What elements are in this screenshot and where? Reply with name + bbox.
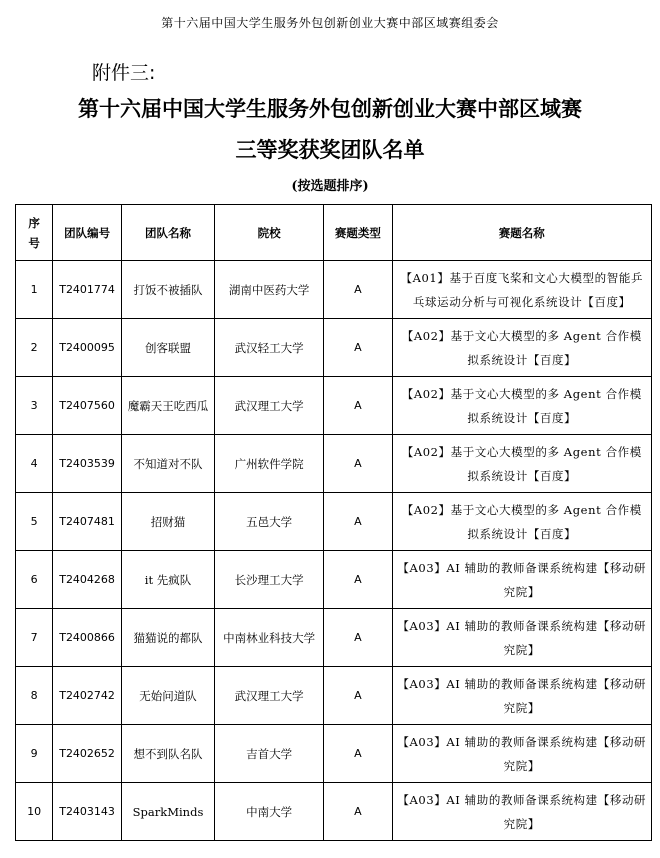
cell-no: 3 xyxy=(16,377,53,435)
cell-topic: 【A03】AI 辅助的教师备课系统构建【移动研究院】 xyxy=(392,551,651,609)
table-row xyxy=(16,609,652,667)
cell-team-id: T2407481 xyxy=(53,493,121,551)
org-header-line: 第十六届中国大学生服务外包创新创业大赛中部区域赛组委会 xyxy=(161,16,499,30)
cell-type: A xyxy=(324,725,392,783)
col-header-no-line1: 序 xyxy=(28,215,40,230)
cell-no: 8 xyxy=(16,667,53,725)
cell-school: 中南林业科技大学 xyxy=(215,609,324,667)
col-header-no-line2: 号 xyxy=(28,235,40,250)
cell-school: 武汉理工大学 xyxy=(215,667,324,725)
cell-type: A xyxy=(324,609,392,667)
cell-team-id: T2407560 xyxy=(53,377,121,435)
cell-topic: 【A02】基于文心大模型的多 Agent 合作模拟系统设计【百度】 xyxy=(392,319,651,377)
table-row xyxy=(16,725,652,783)
cell-topic: 【A02】基于文心大模型的多 Agent 合作模拟系统设计【百度】 xyxy=(392,377,651,435)
cell-no: 5 xyxy=(16,493,53,551)
cell-team-name: 不知道对不队 xyxy=(121,435,214,493)
cell-team-name: 招财猫 xyxy=(121,493,214,551)
cell-team-id: T2400866 xyxy=(53,609,121,667)
cell-school: 吉首大学 xyxy=(215,725,324,783)
sort-note: (按选题排序) xyxy=(291,179,369,194)
cell-team-name: 打饭不被插队 xyxy=(121,261,214,319)
cell-topic: 【A02】基于文心大模型的多 Agent 合作模拟系统设计【百度】 xyxy=(392,435,651,493)
col-header-topic: 赛题名称 xyxy=(392,205,651,261)
cell-type: A xyxy=(324,261,392,319)
cell-school: 武汉轻工大学 xyxy=(215,319,324,377)
cell-team-id: T2400095 xyxy=(53,319,121,377)
table-row xyxy=(16,319,652,377)
cell-school: 中南大学 xyxy=(215,783,324,841)
cell-type: A xyxy=(324,377,392,435)
cell-topic: 【A03】AI 辅助的教师备课系统构建【移动研究院】 xyxy=(392,783,651,841)
cell-no: 7 xyxy=(16,609,53,667)
cell-team-id: T2402652 xyxy=(53,725,121,783)
col-header-school: 院校 xyxy=(215,205,324,261)
table-header-row xyxy=(16,205,652,261)
table-row xyxy=(16,377,652,435)
col-header-type: 赛题类型 xyxy=(324,205,392,261)
cell-team-id: T2401774 xyxy=(53,261,121,319)
cell-topic: 【A03】AI 辅助的教师备课系统构建【移动研究院】 xyxy=(392,725,651,783)
table-row xyxy=(16,493,652,551)
cell-team-name: it 先疯队 xyxy=(121,551,214,609)
cell-topic: 【A01】基于百度飞桨和文心大模型的智能乒乓球运动分析与可视化系统设计【百度】 xyxy=(392,261,651,319)
cell-team-id: T2403539 xyxy=(53,435,121,493)
cell-no: 1 xyxy=(16,261,53,319)
table-row xyxy=(16,551,652,609)
cell-topic: 【A02】基于文心大模型的多 Agent 合作模拟系统设计【百度】 xyxy=(392,493,651,551)
cell-school: 湖南中医药大学 xyxy=(215,261,324,319)
cell-team-name: 无始问道队 xyxy=(121,667,214,725)
cell-team-name: 想不到队名队 xyxy=(121,725,214,783)
col-header-no xyxy=(16,205,53,261)
cell-team-id: T2402742 xyxy=(53,667,121,725)
cell-type: A xyxy=(324,667,392,725)
cell-school: 长沙理工大学 xyxy=(215,551,324,609)
cell-no: 9 xyxy=(16,725,53,783)
award-table xyxy=(15,204,652,841)
cell-team-name: SparkMinds xyxy=(121,783,214,841)
cell-team-id: T2404268 xyxy=(53,551,121,609)
cell-team-name: 创客联盟 xyxy=(121,319,214,377)
table-row xyxy=(16,435,652,493)
cell-no: 2 xyxy=(16,319,53,377)
table-row xyxy=(16,783,652,841)
cell-no: 4 xyxy=(16,435,53,493)
page-title: 第十六届中国大学生服务外包创新创业大赛中部区域赛 xyxy=(78,96,582,121)
cell-school: 五邑大学 xyxy=(215,493,324,551)
cell-no: 6 xyxy=(16,551,53,609)
col-header-team-name: 团队名称 xyxy=(121,205,214,261)
table-row xyxy=(16,261,652,319)
cell-team-name: 猫猫说的都队 xyxy=(121,609,214,667)
cell-team-id: T2403143 xyxy=(53,783,121,841)
col-header-team-id: 团队编号 xyxy=(53,205,121,261)
table-row xyxy=(16,667,652,725)
cell-topic: 【A03】AI 辅助的教师备课系统构建【移动研究院】 xyxy=(392,667,651,725)
cell-no: 10 xyxy=(16,783,53,841)
cell-team-name: 魔霸天王吃西瓜 xyxy=(121,377,214,435)
cell-type: A xyxy=(324,551,392,609)
cell-type: A xyxy=(324,319,392,377)
cell-type: A xyxy=(324,435,392,493)
cell-type: A xyxy=(324,493,392,551)
cell-topic: 【A03】AI 辅助的教师备课系统构建【移动研究院】 xyxy=(392,609,651,667)
cell-school: 广州软件学院 xyxy=(215,435,324,493)
cell-type: A xyxy=(324,783,392,841)
attachment-label: 附件三: xyxy=(92,62,156,84)
cell-school: 武汉理工大学 xyxy=(215,377,324,435)
page-title-award: 三等奖获奖团队名单 xyxy=(235,137,425,162)
